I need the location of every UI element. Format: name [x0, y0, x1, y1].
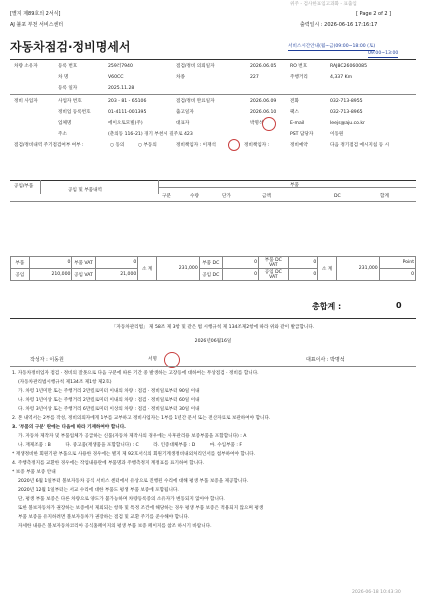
responsible-label: 정비책임자 : 이재석: [176, 143, 216, 148]
owner-rep-value: 박명석: [250, 121, 264, 126]
col-h-sum: 합계: [380, 194, 389, 199]
fax-value: 032-713-8965: [330, 110, 363, 115]
tel-value: 032-713-8955: [330, 99, 363, 104]
sum-cell: 0: [288, 269, 318, 281]
note-line: 부품 보증을 유지하려면 볼보자동차가 권장하는 점검 및 교환 주기를 준수해야 합니다.: [18, 515, 190, 520]
note-line: * 재생정비한 회원기관 부품으로 사용한 경우에는 별지 제 92호서식의 회원기계생정비내외처리인서를 첨부하여야 합니다.: [12, 452, 256, 457]
owner-rep-label: 대표자: [176, 121, 190, 126]
sum-cell: 부품: [11, 257, 30, 269]
point-label: Point: [379, 257, 415, 269]
sum-cell: 0: [29, 257, 72, 269]
shop-reg-value: 01-4111-001395: [108, 110, 147, 115]
items-h-parts: 공임/부품: [14, 184, 34, 189]
title-divider: [10, 59, 416, 60]
note-line: 4. 주행측정지를 교환한 경우에는 작업내용란에 부품명과 주행측정지 계정표를 표기하여 합니다.: [12, 461, 205, 466]
subtotal-label: 소 계: [138, 257, 157, 281]
note-line: 다. 차령 3년이상 또는 주행거리 6만킬로미터 이상의 차량 : 점검 · 정비일로부터 30일 이내: [18, 407, 200, 412]
pst-label: PST 담당자: [290, 132, 314, 137]
reg-no-label: 등록 번호: [58, 64, 78, 69]
issue-date: 2026년06월16일: [194, 339, 232, 344]
release-date-value: 2026.06.10: [250, 110, 277, 115]
address-label: 주소: [58, 132, 67, 137]
items-h-name: 공임 및 부품내역: [68, 188, 102, 193]
reservation-label: 정비예약: [290, 143, 308, 148]
next-check-label: 다음 정기점검 예시지침 등 시: [330, 143, 390, 148]
company-label: 업체명: [58, 121, 72, 126]
check-date-value: 2026.06.05: [250, 64, 277, 69]
page-indicator: [ Page 2 of 2 ]: [356, 11, 392, 17]
agree-radio: ○ 동의: [110, 143, 125, 148]
note-line: 2020년 6월 1일부터 볼보자동차 공식 서비스 센터에서 유상으로 진행된 수리에 대해 평생 부품 보증을 제공합니다.: [18, 479, 249, 484]
items-header-bottom: [10, 201, 416, 202]
note-line: 2020년 12월 1일부터는 서교 수리에 대한 부품도 평생 부품 보증에 포함됩니다.: [18, 488, 179, 493]
check-date-label: 점검/정비 의뢰일자: [176, 64, 215, 69]
sum-cell: 0: [222, 269, 258, 281]
biz-no-value: 203 - 81 - 65106: [108, 99, 147, 104]
address-value: (춘의동 116-21) 경기 부천시 길주로 423: [108, 132, 193, 137]
note-line: 가. 차령 1년미만 또는 주행거리 2만킬로미터 이내의 차량 : 점검 · 정비일로부터 90일 이내: [18, 389, 200, 394]
shop-group-label: 정비 사업자: [14, 99, 38, 104]
col-h-amount: 금액: [262, 194, 271, 199]
note-line: 가. 자동차 제작자 및 부품업체가 공급하는 신품(자동차 제작사의 경우에는 사후관리용 보증부품을 포함합니다) : A: [18, 434, 247, 439]
sum-cell: 부품 DC VAT: [259, 257, 289, 269]
model-label: 차종: [176, 75, 185, 80]
divider: [10, 94, 416, 95]
service-hours-sat: 09:00~13:00: [368, 51, 399, 56]
note-line: 나. 재제조품 : B 다. 중고품(재생품을 포함합니다) : C 라. 인증대체부품 : D 마. 수입부품 : F: [18, 443, 243, 448]
note-line: 자세한 내용은 볼보자동차코리아 공식홈페이지의 평생 부품 보증 페이지를 참조 하시기 바랍니다.: [18, 524, 212, 529]
note-line: 나. 차령 1년이상 또는 주행거리 2만킬로미터 이내의 차량 : 점검 · 정비일로부터 60일 이내: [18, 398, 200, 403]
footer-timestamp: 2026-06-18 10:43:30: [352, 590, 401, 595]
email-label: E-mail: [290, 121, 305, 126]
sum-cell: 210,000: [29, 269, 72, 281]
note-line: (자동차관리법시행규칙 제134조 제1항 제2호): [18, 380, 112, 385]
items-table-top: [10, 180, 416, 181]
col-h-qty: 수량: [190, 194, 199, 199]
col-h-price: 단가: [222, 194, 231, 199]
company-seal-stamp: [262, 117, 276, 131]
car-name-value: V60CC: [108, 75, 124, 80]
ceo-label: 대표이사 : 박명석: [306, 357, 345, 363]
signer-label: 작성자 : 이동원: [30, 357, 64, 363]
sum-cell: 0: [95, 257, 138, 269]
sum-cell: 공임: [11, 269, 30, 281]
responsible-seal-stamp: [228, 139, 240, 151]
summary-table: [10, 256, 416, 281]
subtotal-right: 231,000: [336, 257, 379, 281]
ro-label: RO 번호: [290, 64, 308, 69]
law-text: 「자동차관리법」 제 58조 제 3항 및 같은 법 시행규칙 제 134조제2항에 따라 위와 같이 발급합니다.: [111, 325, 315, 330]
col-h-dc: DC: [334, 194, 341, 199]
page-title: 자동차점검·정비명세서: [10, 40, 131, 54]
model-value: 227: [250, 75, 259, 80]
sum-cell: 0: [288, 257, 318, 269]
owner-label: 차량 소유자: [14, 64, 38, 69]
table-row: [11, 257, 416, 269]
release-date-label: 출고일자: [176, 110, 194, 115]
warranty-label: 점검/정비내역 주기점검여부 여부 :: [14, 143, 84, 148]
email-value: leejs@aju.co.kr: [330, 121, 365, 126]
watermark-top: 위주 - 검사한표임고과화 - 표출입: [290, 2, 357, 7]
grand-total-label: 총합계 :: [312, 302, 342, 311]
disagree-radio: ○ 부동의: [138, 143, 157, 148]
tel-label: 전화: [290, 99, 299, 104]
print-date: 출력일시 : 2026-06-16 17:16:17: [300, 22, 378, 28]
note-line: 2. 본 내역서는 2부를 작성, 정비의뢰자에게 1부를 교부하고 정비사업자는 1부를 1년간 문서 또는 전산자료로 보관하여야 합니다.: [12, 416, 271, 421]
subtotal-left: 231,000: [156, 257, 199, 281]
grand-total-value: 0: [396, 301, 402, 310]
note-line: 1. 자동차정비업자 점검 · 정비의 잘못으로 다음 구분에 따른 기간 중 발생하는 고장등에 대하여는 무상점검 · 정비를 합니다.: [12, 371, 259, 376]
sign-mark: 서명: [148, 357, 157, 362]
biz-no-label: 사업자 번호: [58, 99, 82, 104]
reg-date-label: 등록 일자: [58, 86, 78, 91]
col-h-type: 구분: [162, 194, 171, 199]
car-name-label: 차 명: [58, 75, 69, 80]
mileage-label: 주행거리: [290, 75, 308, 80]
sum-cell: 공임 DC VAT: [259, 269, 289, 281]
items-h-part-group: 부품: [290, 183, 299, 188]
note-line: 또한 볼보자동차가 권장하는 보증에서 제외되는 항목 및 특정 조건에 해당하는 경우 평생 부품 보증은 적용되지 않으며 평생: [18, 506, 264, 511]
point-value: 0: [379, 269, 415, 281]
subtotal-label-2: 소 계: [318, 257, 337, 281]
sum-cell: 부품 VAT: [72, 257, 95, 269]
divider: [10, 366, 416, 367]
pst-value: 이동원: [330, 132, 344, 137]
service-hours: 서비스시간안내(월~금)09:00~18:00 (토): [288, 44, 376, 49]
ro-value: RAJ8C26060085: [330, 64, 368, 69]
form-id: [별지 제89호의 2서식]: [10, 11, 61, 17]
col-divider: [40, 180, 41, 194]
divider: [10, 318, 416, 319]
note-line: 단, 평생 부품 보증은 다른 차량으로 양도가 불가능하며 차량등록증의 소유자가 변동되지 않아야 합니다.: [18, 497, 225, 502]
reg-date-value: 2025.11.28: [108, 86, 135, 91]
note-line: 3. '부품의 구분' 란에는 다음에 따라 기재하여야 합니다.: [12, 425, 126, 430]
company-value: 에이오토모빌(주): [108, 121, 143, 126]
sum-cell: 공임 DC: [199, 269, 222, 281]
row-divider: [158, 187, 416, 188]
note-line: * 보증 부품 보증 안내: [12, 470, 56, 475]
center-name: AJ 불포 부천 서비스센터: [10, 22, 64, 28]
shop-reg-label: 정비업 등록번호: [58, 110, 91, 115]
sum-cell: 부품 DC: [199, 257, 222, 269]
responsible-tail-label: 정비책임자 :: [244, 143, 270, 148]
fax-label: 팩스: [290, 110, 299, 115]
sum-cell: 21,000: [95, 269, 138, 281]
finish-date-value: 2026.06.09: [250, 99, 277, 104]
mileage-value: 4,337 Km: [330, 75, 353, 80]
sum-cell: 0: [222, 257, 258, 269]
reg-no-value: 259러7940: [108, 64, 133, 69]
sum-cell: 공임 VAT: [72, 269, 95, 281]
finish-date-label: 점검/정비 완료일자: [176, 99, 215, 104]
